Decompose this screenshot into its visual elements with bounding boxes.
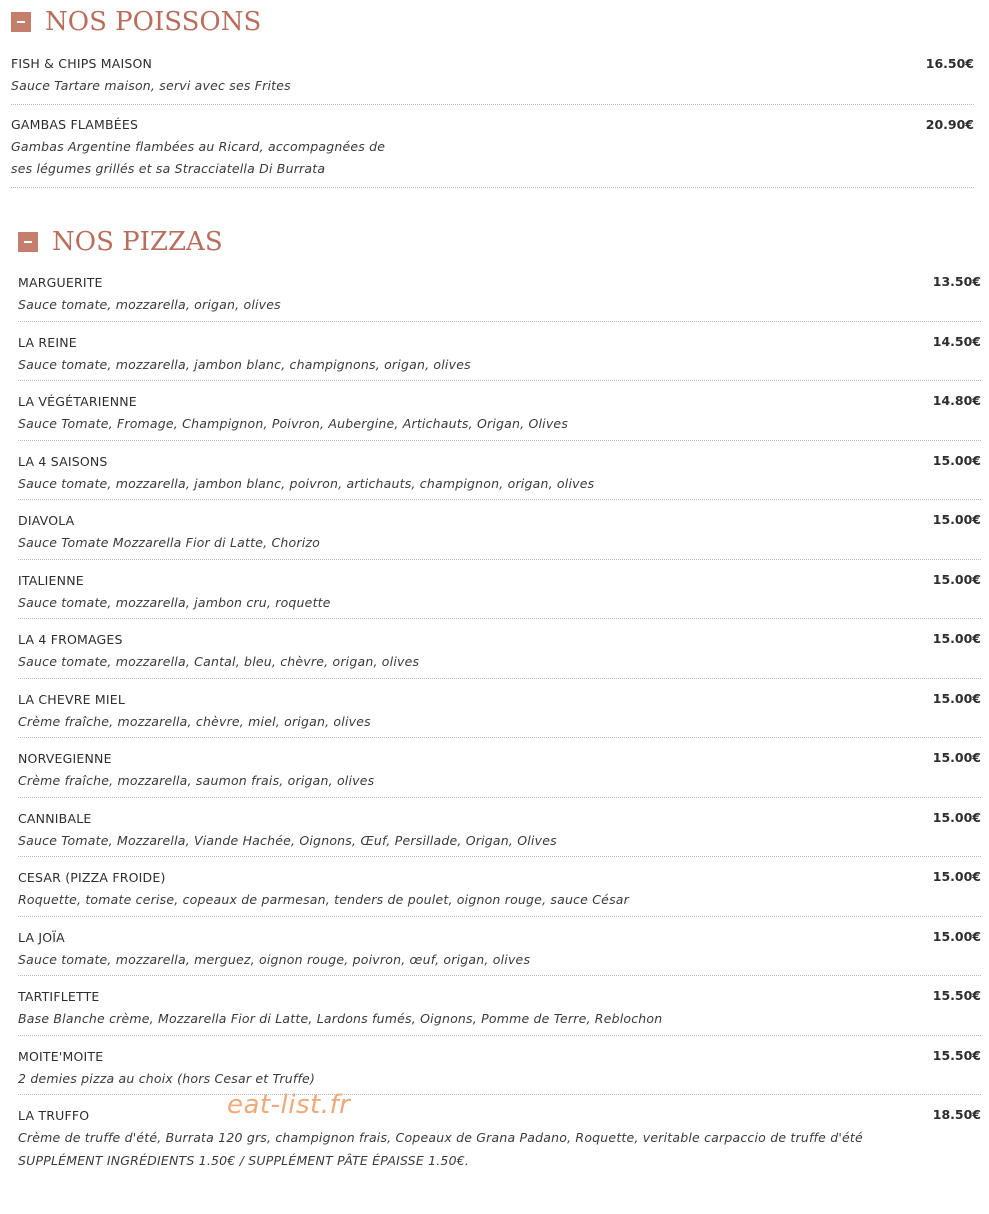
menu-item bbox=[18, 500, 981, 560]
menu-item-name: TARTIFLETTE bbox=[18, 989, 100, 1004]
menu-item bbox=[18, 976, 981, 1036]
menu-item-description: Sauce Tomate, Mozzarella, Viande Hachée, Oignons, Œuf, Persillade, Origan, Olives bbox=[18, 832, 557, 848]
menu-item-description: ses légumes grillés et sa Stracciatella Di Burrata bbox=[11, 161, 326, 176]
menu-item-description: 2 demies pizza au choix (hors Cesar et Truffe) bbox=[18, 1070, 316, 1086]
menu-item bbox=[18, 381, 981, 441]
menu-item-price: 14.50€ bbox=[932, 333, 981, 349]
menu-item-price: 20.90€ bbox=[925, 116, 974, 132]
menu-item bbox=[18, 679, 981, 739]
menu-item-price: 15.00€ bbox=[932, 690, 981, 706]
section-title: NOS POISSONS bbox=[45, 7, 262, 37]
section-title: NOS PIZZAS bbox=[52, 227, 223, 257]
menu-item-name: FISH & CHIPS MAISON bbox=[11, 56, 153, 71]
menu-item bbox=[18, 560, 981, 620]
menu-item-price: 15.00€ bbox=[932, 809, 981, 825]
section-pizzas bbox=[18, 222, 981, 1176]
collapse-minus-icon[interactable] bbox=[11, 12, 31, 32]
menu-item-name: NORVEGIENNE bbox=[18, 751, 112, 766]
section-heading[interactable] bbox=[11, 0, 974, 44]
menu-item-name: CESAR (PIZZA FROIDE) bbox=[18, 870, 166, 885]
menu-item bbox=[18, 738, 981, 798]
menu-item-name: LA JOÏA bbox=[18, 929, 65, 945]
menu-item-description: Crème de truffe d'été, Burrata 120 grs, champignon frais, Copeaux de Grana Padano, Roquette, veritable carpaccio de truffe d'été bbox=[18, 1130, 863, 1145]
menu-item bbox=[18, 262, 981, 322]
menu-item-price: 15.00€ bbox=[932, 750, 981, 765]
menu-item-name: GAMBAS FLAMBÉES bbox=[11, 116, 139, 132]
menu-item-price: 15.00€ bbox=[932, 631, 981, 646]
menu-item-description: Sauce tomate, mozzarella, merguez, oignon rouge, poivron, œuf, origan, olives bbox=[18, 951, 531, 967]
menu-item-price: 15.00€ bbox=[932, 928, 981, 944]
menu-item bbox=[18, 441, 981, 501]
menu-item bbox=[18, 1095, 981, 1176]
menu-item-name: MOITE'MOITE bbox=[18, 1048, 104, 1064]
menu-item-name: CANNIBALE bbox=[18, 810, 92, 826]
menu-item-description: Roquette, tomate cerise, copeaux de parmesan, tenders de poulet, oignon rouge, sauce César bbox=[18, 892, 629, 907]
menu-item-name: LA 4 SAISONS bbox=[18, 453, 108, 469]
menu-item bbox=[18, 917, 981, 977]
menu-item-price: 15.50€ bbox=[932, 988, 981, 1003]
menu-item-name: ITALIENNE bbox=[18, 572, 84, 588]
menu-item bbox=[18, 857, 981, 917]
menu-item-name: LA VÉGÉTARIENNE bbox=[18, 394, 137, 409]
watermark: eat-list.fr bbox=[227, 1090, 351, 1120]
menu-item-description: Gambas Argentine flambées au Ricard, accompagnées de bbox=[11, 138, 386, 154]
menu-item-description: Base Blanche crème, Mozzarella Fior di Latte, Lardons fumés, Oignons, Pomme de Terre, Reblochon bbox=[18, 1011, 663, 1026]
menu-item-description: Sauce tomate, mozzarella, jambon blanc, poivron, artichauts, champignon, origan, olives bbox=[18, 475, 595, 491]
menu-item-description: Sauce Tomate, Fromage, Champignon, Poivron, Aubergine, Artichauts, Origan, Olives bbox=[18, 416, 569, 431]
menu-item-description: Sauce Tartare maison, servi avec ses Frites bbox=[11, 78, 291, 93]
menu-item-name: MARGUERITE bbox=[18, 275, 103, 290]
menu-item-price: 14.80€ bbox=[932, 393, 981, 408]
menu-item-description: Sauce tomate, mozzarella, origan, olives bbox=[18, 297, 281, 312]
menu-item-price: 15.00€ bbox=[932, 571, 981, 587]
menu-item-description: Sauce Tomate Mozzarella Fior di Latte, Chorizo bbox=[18, 535, 321, 550]
menu-item bbox=[18, 619, 981, 679]
menu-item-price: 15.00€ bbox=[932, 512, 981, 527]
menu-item-price: 13.50€ bbox=[932, 274, 981, 289]
menu-list bbox=[18, 262, 981, 1176]
collapse-minus-icon[interactable] bbox=[18, 232, 38, 252]
menu-item-name: LA 4 FROMAGES bbox=[18, 632, 123, 647]
menu-item bbox=[18, 798, 981, 858]
menu-item-price: 18.50€ bbox=[932, 1107, 981, 1122]
menu-item bbox=[11, 44, 974, 105]
menu-item-name: LA TRUFFO bbox=[18, 1108, 90, 1123]
menu-item-price: 15.00€ bbox=[932, 452, 981, 468]
menu-item-price: 16.50€ bbox=[925, 56, 974, 71]
menu-list bbox=[11, 44, 974, 188]
section-poissons bbox=[11, 0, 974, 188]
menu-item-price: 15.00€ bbox=[932, 869, 981, 884]
menu-item bbox=[11, 105, 974, 188]
menu-item-description: Sauce tomate, mozzarella, jambon blanc, champignons, origan, olives bbox=[18, 356, 471, 372]
menu-item-description: SUPPLÉMENT INGRÉDIENTS 1.50€ / SUPPLÉMENT PÂTE ÉPAISSE 1.50€. bbox=[18, 1152, 470, 1168]
section-heading[interactable] bbox=[18, 222, 981, 262]
menu-item-price: 15.50€ bbox=[932, 1047, 981, 1063]
menu-item bbox=[18, 1036, 981, 1096]
menu-item-name: LA CHEVRE MIEL bbox=[18, 691, 126, 707]
menu-item-description: Crème fraîche, mozzarella, saumon frais, origan, olives bbox=[18, 773, 375, 788]
menu-item-description: Sauce tomate, mozzarella, jambon cru, roquette bbox=[18, 594, 331, 610]
menu-item-description: Sauce tomate, mozzarella, Cantal, bleu, chèvre, origan, olives bbox=[18, 654, 420, 669]
menu-item-description: Crème fraîche, mozzarella, chèvre, miel, origan, olives bbox=[18, 713, 371, 729]
menu-item-name: DIAVOLA bbox=[18, 513, 75, 528]
menu-item-name: LA REINE bbox=[18, 334, 77, 350]
menu-item bbox=[18, 322, 981, 382]
